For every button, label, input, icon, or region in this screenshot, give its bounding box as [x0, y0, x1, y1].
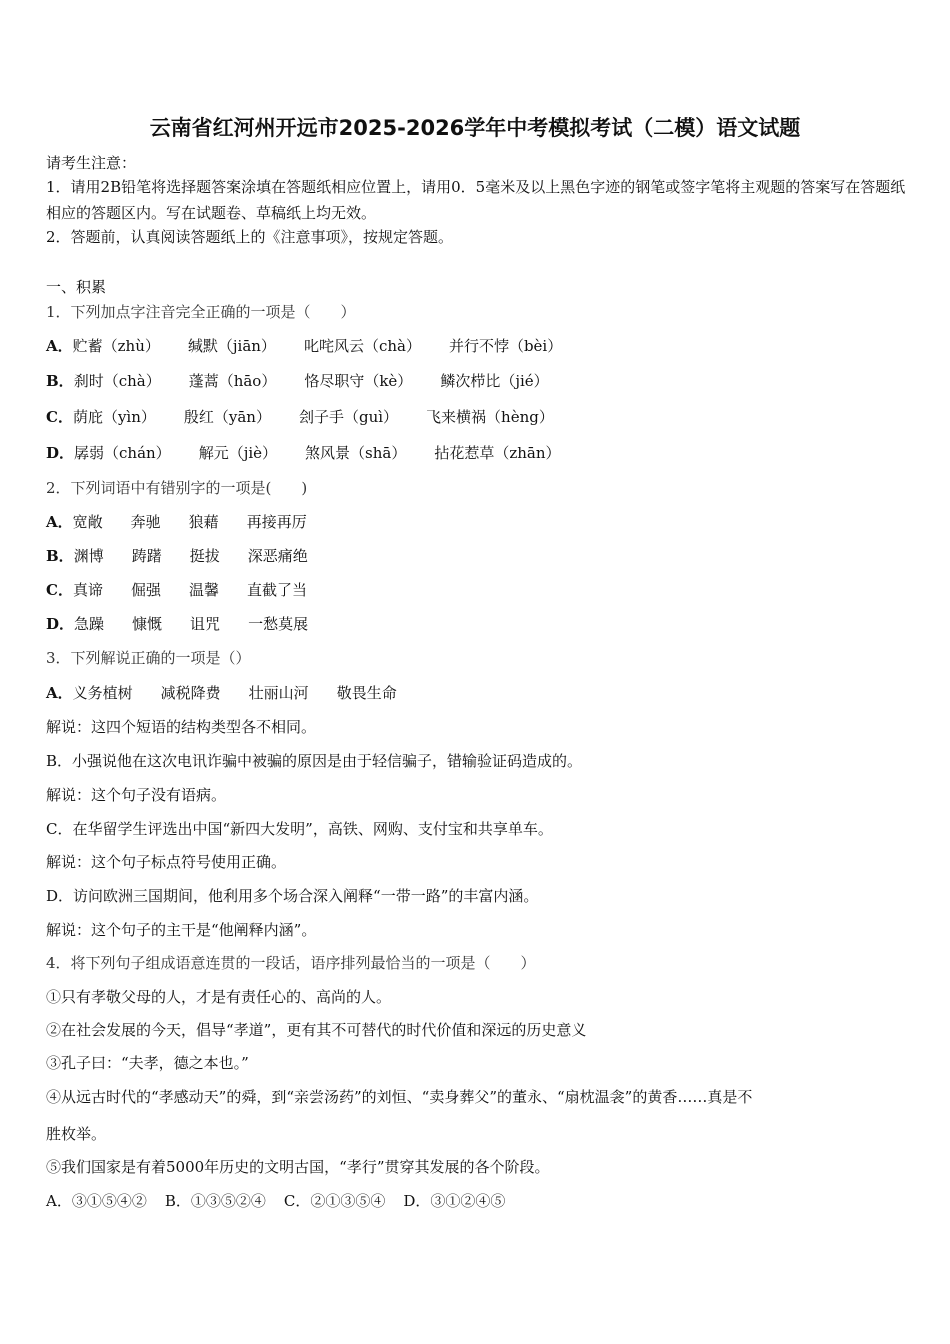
option-item: 煞风景（shā）: [305, 444, 407, 462]
question-3-explain-b: 解说：这个句子没有语病。: [46, 786, 227, 804]
option-label: A．: [46, 684, 73, 702]
option-item: 缄默（jiān）: [187, 337, 276, 355]
question-2-option-a: [46, 511, 307, 532]
question-3-option-a: [46, 682, 397, 703]
question-2-option-b: [46, 545, 308, 566]
option-item: B．①③⑤②④: [164, 1192, 266, 1210]
option-item: 殷红（yān）: [183, 408, 271, 426]
page-title: 云南省红河州开远市2025-2026学年中考模拟考试（二模）语文试题: [149, 116, 801, 140]
section-heading: 一、积累: [46, 278, 107, 296]
question-3-option-b: B．小强说他在这次电讯诈骗中被骗的原因是由于轻信骗子，错输验证码造成的。: [46, 752, 583, 770]
question-3-option-d: D．访问欧洲三国期间，他利用多个场合深入阐释“一带一路”的丰富内涵。: [46, 887, 539, 905]
question-2-option-d: [46, 613, 308, 634]
option-item: 壮丽山河: [248, 684, 309, 702]
question-3-explain-d: 解说：这个句子的主干是“他阐释内涵”。: [46, 921, 317, 939]
option-label: A．: [46, 513, 73, 531]
question-3-option-c: C．在华留学生评选出中国“新四大发明”，高铁、网购、支付宝和共享单车。: [46, 820, 553, 838]
option-label: C．: [46, 581, 73, 599]
option-item: 刹时（chà）: [73, 372, 161, 390]
notice-item-2: 2．答题前，认真阅读答题纸上的《注意事项》，按规定答题。: [46, 228, 454, 246]
question-2-option-c: [46, 579, 307, 600]
option-item: 拈花惹草（zhān）: [434, 444, 561, 462]
option-label: A．: [46, 337, 73, 355]
question-4-sentence-4-cont: 胜枚举。: [46, 1125, 107, 1143]
option-item: 倔强: [130, 581, 161, 599]
option-item: 狼藉: [188, 513, 219, 531]
option-item: 并行不悖（bèi）: [448, 337, 563, 355]
option-item: 鳞次栉比（jié）: [440, 372, 549, 390]
option-label: C．: [46, 408, 73, 426]
question-1-option-a: [46, 335, 562, 356]
option-item: 叱咤风云（chà）: [303, 337, 421, 355]
option-item: 奔驰: [130, 513, 161, 531]
option-item: A．③①⑤④②: [46, 1192, 147, 1210]
option-item: 孱弱（chán）: [74, 444, 171, 462]
question-1-option-b: [46, 370, 549, 391]
question-4-stem: 4．将下列句子组成语意连贯的一段话，语序排列最恰当的一项是（ ）: [46, 954, 536, 972]
option-item: 真谛: [72, 581, 103, 599]
option-item: 慷慨: [132, 615, 163, 633]
option-item: 减税降费: [160, 684, 221, 702]
option-item: 挺拔: [189, 547, 220, 565]
question-4-sentence-1: ①只有孝敬父母的人，才是有责任心的、高尚的人。: [46, 988, 392, 1006]
question-4-sentence-2: ②在社会发展的今天，倡导“孝道”，更有其不可替代的时代价值和深远的历史意义: [46, 1021, 587, 1039]
question-4-options: [46, 1190, 505, 1211]
option-item: 渊博: [73, 547, 104, 565]
option-item: 宽敞: [72, 513, 103, 531]
option-item: 深恶痛绝: [247, 547, 308, 565]
notice-item-1: 1．请用2B铅笔将选择题答案涂填在答题纸相应位置上，请用0．5毫米及以上黑色字迹的钢笔或签字笔将主观题的答案写在答题纸相应的答题区内。写在试题卷、草稿纸上均无效。: [46, 178, 906, 222]
notice-heading: 请考生注意：: [46, 154, 137, 172]
question-3-explain-a: 解说：这四个短语的结构类型各不相同。: [46, 718, 317, 736]
option-item: 义务植树: [72, 684, 133, 702]
option-label: D．: [46, 615, 75, 633]
question-1-option-c: [46, 406, 554, 427]
question-1-stem: 1．下列加点字注音完全正确的一项是（ ）: [46, 303, 356, 321]
option-item: 敬畏生命: [336, 684, 397, 702]
option-item: 一愁莫展: [248, 615, 309, 633]
question-4-sentence-4: ④从远古时代的“孝感动天”的舜，到“亲尝汤药”的刘恒、“卖身葬父”的董永、“扇枕温衾”的黄香……真是不: [46, 1088, 753, 1106]
option-item: 温馨: [188, 581, 219, 599]
option-label: B．: [46, 547, 74, 565]
question-1-option-d: [46, 442, 561, 463]
question-2-stem: 2．下列词语中有错别字的一项是( ): [46, 479, 308, 497]
question-3-stem: 3．下列解说正确的一项是（）: [46, 649, 251, 667]
question-4-sentence-5: ⑤我们国家是有着5000年历史的文明古国，“孝行”贯穿其发展的各个阶段。: [46, 1158, 550, 1176]
option-item: 贮蓄（zhù）: [72, 337, 160, 355]
option-label: B．: [46, 372, 74, 390]
option-item: 踌躇: [131, 547, 162, 565]
option-item: 恪尽职守（kè）: [304, 372, 413, 390]
option-item: 蓬蒿（hāo）: [188, 372, 277, 390]
option-item: 诅咒: [190, 615, 221, 633]
question-3-explain-c: 解说：这个句子标点符号使用正确。: [46, 853, 287, 871]
option-item: D．③①②④⑤: [403, 1192, 506, 1210]
option-item: 荫庇（yìn）: [72, 408, 156, 426]
option-item: C．②①③⑤④: [283, 1192, 386, 1210]
option-item: 解元（jiè）: [198, 444, 278, 462]
option-item: 刽子手（guì）: [298, 408, 399, 426]
option-label: D．: [46, 444, 75, 462]
option-item: 再接再厉: [246, 513, 307, 531]
option-item: 飞来横祸（hèng）: [426, 408, 554, 426]
option-item: 直截了当: [247, 581, 308, 599]
question-4-sentence-3: ③孔子曰：“夫孝，德之本也。”: [46, 1054, 249, 1072]
option-item: 急躁: [74, 615, 105, 633]
